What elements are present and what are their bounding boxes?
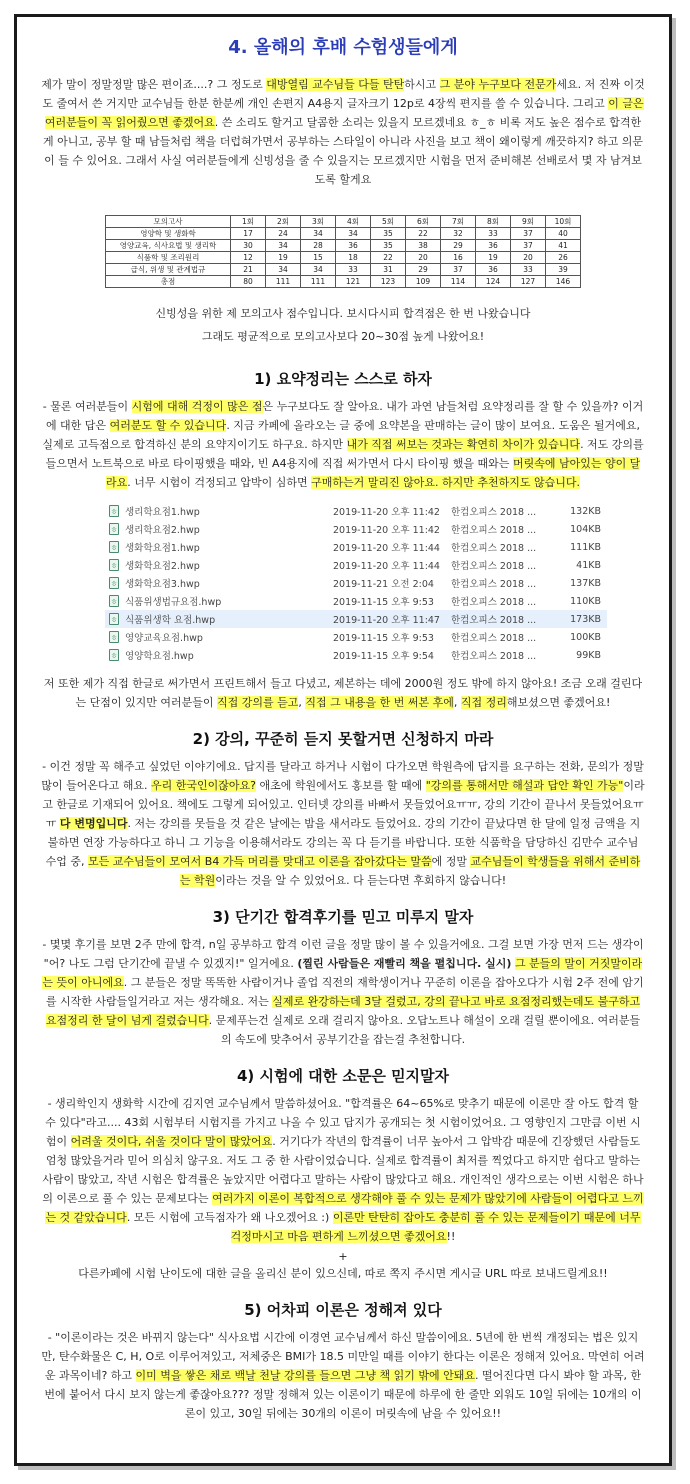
file-type: 한컴오피스 2018 ... xyxy=(451,633,537,644)
paragraph-text: , xyxy=(298,696,306,709)
highlighted-text: 모든 교수님들이 모여서 B4 가득 머리를 맞대고 이론을 잡아갔다는 말씀 xyxy=(88,855,432,868)
table-cell: 12 xyxy=(231,252,266,264)
table-cell: 114 xyxy=(441,276,476,288)
file-row[interactable] xyxy=(105,574,607,592)
table-cell: 127 xyxy=(511,276,546,288)
section-1-closing xyxy=(41,674,645,712)
paragraph-text: (찔린 사람들은 재빨리 책을 펼칩니다. 실시) xyxy=(297,957,512,970)
score-table xyxy=(105,215,581,288)
file-name: 생리학요점1.hwp xyxy=(125,507,200,518)
highlighted-text: 우리 한국인이잖아요? xyxy=(151,779,256,792)
highlighted-text: 이 글은 여러분들이 꼭 읽어줬으면 좋겠어요 xyxy=(44,97,644,129)
highlighted-text: 실제로 완강하는데 3달 걸렸고, 강의 끝나고 바로 요점정리했는데도 불구하고 요점정리 한 달이 넘게 걸렸습니다 xyxy=(45,995,641,1027)
highlighted-text: 여러분도 할 수 있습니다 xyxy=(109,419,227,432)
section-2-paragraph xyxy=(41,757,645,890)
paragraph-text: - 이건 정말 꼭 해주고 싶었던 이야기에요. 답지를 달라고 하거나 시험이 다가오면 학원측에 답지를 요구하는 전화, 문의가 정말 많이 들어온다고 해요. xyxy=(41,760,644,792)
score-caption-2: 그래도 평균적으로 모의고사보다 20~30점 높게 나왔어요! xyxy=(201,330,485,343)
table-header-cell: 9회 xyxy=(511,216,546,228)
file-date: 2019-11-20 오후 11:44 xyxy=(333,543,440,554)
table-cell: 영양교육, 식사요법 및 생리학 xyxy=(106,240,231,252)
table-cell: 111 xyxy=(266,276,301,288)
file-size: 110KB xyxy=(570,595,601,607)
highlighted-text: 직접 강의를 듣고 xyxy=(217,696,299,709)
file-type: 한컴오피스 2018 ... xyxy=(451,507,537,518)
highlighted-text: 시험에 대해 걱정이 많은 점 xyxy=(131,400,263,413)
file-date: 2019-11-20 오후 11:44 xyxy=(333,561,440,572)
table-cell: 35 xyxy=(371,228,406,240)
table-header-cell: 3회 xyxy=(301,216,336,228)
table-cell: 35 xyxy=(371,240,406,252)
table-cell: 20 xyxy=(511,252,546,264)
file-row[interactable] xyxy=(105,610,607,628)
table-cell: 37 xyxy=(441,264,476,276)
table-cell: 26 xyxy=(546,252,581,264)
paragraph-text: 해보셨으면 좋겠어요! xyxy=(506,696,611,709)
highlighted-text: 그 분야 누구보다 전문가 xyxy=(439,78,557,91)
file-type: 한컴오피스 2018 ... xyxy=(451,561,537,572)
table-cell: 34 xyxy=(301,264,336,276)
file-date: 2019-11-20 오후 11:42 xyxy=(333,525,440,536)
table-cell: 18 xyxy=(336,252,371,264)
table-cell: 39 xyxy=(546,264,581,276)
paragraph-text: . 떨어진다면 다시 봐야 할 과목, 한 번에 붙어서 다시 보지 않는게 좋잖아요??? 정말 정해져 있는 이론이기 때문에 하루에 한 줄만 외워도 10일 뒤에는 10개의 이론이 있고, 30일 뒤에는 30개의 이론이 머릿속에 남을 수 있어요!! xyxy=(44,1369,642,1420)
paragraph-text: 이라는 것을 알 수 있었어요. 다 듣는다면 후회하지 않습니다! xyxy=(215,874,507,887)
table-cell: 34 xyxy=(301,228,336,240)
file-type: 한컴오피스 2018 ... xyxy=(451,543,537,554)
table-cell: 121 xyxy=(336,276,371,288)
table-cell: 36 xyxy=(476,240,511,252)
highlighted-text: "강의를 통해서만 해설과 답안 확인 가능" xyxy=(425,779,624,792)
file-size: 173KB xyxy=(570,613,601,625)
table-cell: 37 xyxy=(511,240,546,252)
paragraph-text: . 거기다가 작년의 합격률이 너무 높아서 그 압박감 때문에 긴장했던 사람들도 엄청 많았을거라 믿어 의심치 않구요. 저도 그 중 한 사람이었습니다. 실제로 합격률이 최저를 찍었다고 하지만 쉽다고 말하는 사람이 많았고, 작년 시험은 합격률은 높았지만 어렵다고 말하는 사람이 많았다고 해요. 개인적인 생각으로는 이번 시험은 하나의 이론으로 풀 수 있는 문제보다는 xyxy=(42,1135,644,1205)
highlighted-text: 대방열림 교수님들 다들 탄탄 xyxy=(266,78,405,91)
table-cell: 109 xyxy=(406,276,441,288)
table-row xyxy=(106,228,581,240)
file-row[interactable] xyxy=(105,592,607,610)
section-4-heading: 4) 시험에 대한 소문은 믿지말자 xyxy=(236,1067,450,1085)
paragraph-text: . 그 분들은 정말 똑똑한 사람이거나 졸업 직전의 재학생이거나 꾸준히 이론을 잡아오다가 시험 2주 전에 암기를 시작한 사람들일거라고 저는 생각해요. 저는 xyxy=(45,976,644,1008)
highlighted-text: 그 분들의 말이 거짓말이라는 뜻이 아니에요 xyxy=(42,957,643,989)
table-cell: 40 xyxy=(546,228,581,240)
section-5-heading: 5) 어차피 이론은 정해져 있다 xyxy=(244,1301,442,1319)
paragraph-text: . 모든 시험에 고득점자가 왜 나오겠어요 :) xyxy=(126,1211,333,1224)
paragraph-text: . 문제푸는건 실제로 오래 걸리지 않아요. 오답노트나 해설이 오래 걸릴 뿐이에요. 여러분들의 속도에 맞추어서 공부기간을 잡는걸 추천합니다. xyxy=(208,1014,641,1046)
table-cell: 16 xyxy=(441,252,476,264)
paragraph-text: 에 정말 xyxy=(431,855,471,868)
table-cell: 식품학 및 조리원리 xyxy=(106,252,231,264)
table-header-cell: 10회 xyxy=(546,216,581,228)
file-name: 생리학요점2.hwp xyxy=(125,525,200,536)
highlighted-text: 직접 그 내용을 한 번 써본 후에 xyxy=(305,696,454,709)
file-row[interactable] xyxy=(105,556,607,574)
table-cell: 41 xyxy=(546,240,581,252)
paragraph-text: 세요. 저 진짜 이것도 줄여서 쓴 거지만 교수님들 한분 한분께 개인 손편지 A4용지 글자크기 12p로 4장씩 편지를 쓸 수 있습니다. 그리고 xyxy=(42,78,645,110)
section-3-heading: 3) 단기간 합격후기를 믿고 미루지 말자 xyxy=(212,908,474,926)
section-1-heading: 1) 요약정리는 스스로 하자 xyxy=(254,370,432,388)
table-header-row xyxy=(106,216,581,228)
table-cell: 34 xyxy=(266,240,301,252)
intro-paragraph xyxy=(41,75,645,189)
paragraph-text: - 몇몇 후기를 보면 2주 만에 합격, n일 공부하고 합격 이런 글을 정말 많이 볼 수 있을거에요. 그걸 보면 가장 먼저 드는 생각이 "어? 나도 그럼 단기간에 끝낼 수 있겠지!" 일거에요. xyxy=(42,938,644,970)
article-body xyxy=(17,17,669,1423)
file-size: 137KB xyxy=(570,577,601,589)
table-cell: 15 xyxy=(301,252,336,264)
table-header-cell: 2회 xyxy=(266,216,301,228)
file-date: 2019-11-21 오전 2:04 xyxy=(333,579,434,590)
table-cell: 22 xyxy=(371,252,406,264)
file-name: 생화학요점1.hwp xyxy=(125,543,200,554)
table-cell: 36 xyxy=(476,264,511,276)
table-cell: 21 xyxy=(231,264,266,276)
file-row[interactable] xyxy=(105,646,607,664)
paragraph-text: . 너무 시험이 걱정되고 압박이 심하면 xyxy=(127,476,312,489)
paragraph-text: 이라고 한글로 기재되어 있어요. 책에도 그렇게 되어있고. 인터넷 강의를 바빠서 못들었어요ㅠㅠ, 강의 기간이 끝나서 못들었어요ㅠㅠ xyxy=(42,779,645,830)
table-header-cell: 6회 xyxy=(406,216,441,228)
file-row[interactable] xyxy=(105,538,607,556)
score-caption-1: 신빙성을 위한 제 모의고사 점수입니다. 보시다시피 합격점은 한 번 나왔습니다 xyxy=(155,307,531,320)
table-row xyxy=(106,240,581,252)
table-cell: 80 xyxy=(231,276,266,288)
file-size: 99KB xyxy=(576,649,601,661)
paragraph-text: 은 누구보다도 잘 알아요. 내가 과연 남들처럼 요약정리를 잘 할 수 있을까? 이거에 대한 답은 xyxy=(45,400,644,432)
paragraph-text: , xyxy=(453,696,461,709)
table-cell: 33 xyxy=(511,264,546,276)
table-cell: 17 xyxy=(231,228,266,240)
table-cell: 32 xyxy=(441,228,476,240)
article-frame xyxy=(14,14,672,1466)
file-date: 2019-11-15 오후 9:53 xyxy=(333,597,434,608)
table-cell: 급식, 위생 및 관계법규 xyxy=(106,264,231,276)
hwp-file-icon: ㅎ xyxy=(109,559,119,571)
table-cell: 34 xyxy=(266,264,301,276)
highlighted-text: 구매하는거 말리진 않아요. 하지만 추천하지도 않습니다. xyxy=(311,476,580,489)
section-5-paragraph xyxy=(41,1328,645,1423)
file-size: 41KB xyxy=(576,559,601,571)
hwp-file-icon: ㅎ xyxy=(109,523,119,535)
hwp-file-icon: ㅎ xyxy=(109,505,119,517)
highlighted-text: 교수님들이 학생들을 위해서 준비하는 학원 xyxy=(179,855,641,887)
file-type: 한컴오피스 2018 ... xyxy=(451,651,537,662)
table-cell: 29 xyxy=(441,240,476,252)
paragraph-text: 애초에 학원에서도 홍보를 할 때에 xyxy=(255,779,426,792)
file-type: 한컴오피스 2018 ... xyxy=(451,597,537,608)
paragraph-text: - 물론 여러분들이 xyxy=(42,400,132,413)
highlighted-text: 다 변명입니다 xyxy=(59,817,128,830)
table-cell: 38 xyxy=(406,240,441,252)
highlighted-text: 머릿속에 남아있는 양이 달라요 xyxy=(105,457,641,489)
table-header-cell: 모의고사 xyxy=(106,216,231,228)
highlighted-text: 직접 정리 xyxy=(460,696,507,709)
file-name: 영양교육요점.hwp xyxy=(125,633,203,644)
section-2-heading: 2) 강의, 꾸준히 듣지 못할거면 신청하지 마라 xyxy=(192,730,494,748)
file-row[interactable] xyxy=(105,520,607,538)
table-cell: 28 xyxy=(301,240,336,252)
table-cell: 36 xyxy=(336,240,371,252)
hwp-file-icon: ㅎ xyxy=(109,649,119,661)
section-4-note: 다른카페에 시험 난이도에 대한 글을 올리신 분이 있으신데, 따로 쪽지 주시면 게시글 URL 따로 보내드릴게요!! xyxy=(78,1267,608,1280)
file-name: 식품위생학 요점.hwp xyxy=(125,615,216,626)
file-date: 2019-11-20 오후 11:42 xyxy=(333,507,440,518)
highlighted-text: 이론만 탄탄히 잡아도 충분히 풀 수 있는 문제들이기 때문에 너무 걱정마시고 마음 편하게 느끼셨으면 좋겠어요 xyxy=(230,1211,641,1243)
table-cell: 24 xyxy=(266,228,301,240)
file-name: 생화학요점3.hwp xyxy=(125,579,200,590)
table-cell: 33 xyxy=(476,228,511,240)
table-cell: 37 xyxy=(511,228,546,240)
file-size: 111KB xyxy=(570,541,601,553)
table-cell: 영양학 및 생화학 xyxy=(106,228,231,240)
section-4-paragraph xyxy=(41,1094,645,1246)
paragraph-text: . 저는 강의를 못들을 것 같은 날에는 밤을 새서라도 들었어요. 강의 기간이 끝났다면 한 달에 일정 금액을 지불하면 연장 가능하다고 하니 그 기능을 이용해서라도 강의는 꼭 다 듣기를 바랍니다. 또한 식품학을 담당하신 김만수 교수님 수업 중, xyxy=(45,817,641,868)
highlighted-text: 이미 벽을 쌓은 채로 백날 천날 강의를 들으면 그냥 책 읽기 밖에 안돼요 xyxy=(135,1369,476,1382)
table-row xyxy=(106,264,581,276)
file-name: 식품위생법규요점.hwp xyxy=(125,597,222,608)
table-cell: 34 xyxy=(336,228,371,240)
file-size: 104KB xyxy=(570,523,601,535)
table-cell: 19 xyxy=(266,252,301,264)
table-cell: 총점 xyxy=(106,276,231,288)
section-4-plus: + xyxy=(338,1250,348,1263)
table-cell: 111 xyxy=(301,276,336,288)
file-list xyxy=(105,502,645,664)
file-name: 영양학요점.hwp xyxy=(125,651,194,662)
file-date: 2019-11-15 오후 9:54 xyxy=(333,651,434,662)
file-type: 한컴오피스 2018 ... xyxy=(451,525,537,536)
file-type: 한컴오피스 2018 ... xyxy=(451,615,537,626)
table-cell: 29 xyxy=(406,264,441,276)
table-header-cell: 8회 xyxy=(476,216,511,228)
table-cell: 31 xyxy=(371,264,406,276)
table-cell: 19 xyxy=(476,252,511,264)
paragraph-text: . 저도 강의를 들으면서 노트북으로 바로 타이핑했을 때와, 빈 A4용지에 직접 써가면서 다시 타이핑 했을 때와는 xyxy=(45,438,644,470)
table-cell: 124 xyxy=(476,276,511,288)
file-date: 2019-11-20 오후 11:47 xyxy=(333,615,440,626)
hwp-file-icon: ㅎ xyxy=(109,595,119,607)
paragraph-text: !! xyxy=(446,1230,456,1243)
highlighted-text: 여러가지 이론이 복합적으로 생각해야 풀 수 있는 문제가 많았기에 사람들이 어렵다고 느끼는 것 같았습니다 xyxy=(45,1192,644,1224)
hwp-file-icon: ㅎ xyxy=(109,541,119,553)
highlighted-text: 내가 직접 써보는 것과는 확연히 차이가 있습니다 xyxy=(346,438,581,451)
section-3-paragraph xyxy=(41,935,645,1049)
file-row[interactable] xyxy=(105,628,607,646)
hwp-file-icon: ㅎ xyxy=(109,631,119,643)
table-cell: 146 xyxy=(546,276,581,288)
table-header-cell: 5회 xyxy=(371,216,406,228)
section-1-paragraph xyxy=(41,397,645,492)
paragraph-text: - 생리학인지 생화학 시간에 김지연 교수님께서 말씀하셨어요. "합격률은 64~65%로 맞추기 때문에 이론만 잘 아도 합격 할 수 있다"라고.... 43회 시험부터 시험지를 가지고 나올 수 있고 답지가 공개되는 첫 시험이었어요. 그 영향인지 그만큼 이번 시험이 xyxy=(45,1097,641,1148)
table-row xyxy=(106,276,581,288)
table-cell: 30 xyxy=(231,240,266,252)
paragraph-text: 제가 말이 정말정말 많은 편이죠....? 그 정도로 xyxy=(41,78,267,91)
table-header-cell: 7회 xyxy=(441,216,476,228)
paragraph-text: - "이론이라는 것은 바뀌지 않는다" 식사요법 시간에 이경연 교수님께서 하신 말씀이에요. 5년에 한 번씩 개정되는 법은 있지만, 탄수화물은 C, H, O로 이루어져있고, 저체중은 BMI가 18.5 미만일 때를 이야기 한다는 이론은 정해져 있어요. 막연히 어려운 과목이네? 하고 xyxy=(41,1331,645,1382)
paragraph-text: 하시고 xyxy=(404,78,440,91)
paragraph-text: 저 또한 제가 직접 한글로 써가면서 프린트해서 들고 다녔고, 제본하는 데에 2000원 정도 밖에 하지 않아요! 조금 오래 걸린다는 단점이 있지만 여러분들이 xyxy=(43,677,643,709)
file-size: 100KB xyxy=(570,631,601,643)
table-cell: 123 xyxy=(371,276,406,288)
table-cell: 33 xyxy=(336,264,371,276)
table-header-cell: 4회 xyxy=(336,216,371,228)
hwp-file-icon: ㅎ xyxy=(109,613,119,625)
table-row xyxy=(106,252,581,264)
page-title: 4. 올해의 후배 수험생들에게 xyxy=(228,37,458,58)
file-name: 생화학요점2.hwp xyxy=(125,561,200,572)
highlighted-text: 어려울 것이다, 쉬울 것이다 말이 많았어요 xyxy=(70,1135,273,1148)
file-date: 2019-11-15 오후 9:53 xyxy=(333,633,434,644)
file-row[interactable] xyxy=(105,502,607,520)
table-cell: 20 xyxy=(406,252,441,264)
table-cell: 22 xyxy=(406,228,441,240)
hwp-file-icon: ㅎ xyxy=(109,577,119,589)
table-header-cell: 1회 xyxy=(231,216,266,228)
file-type: 한컴오피스 2018 ... xyxy=(451,579,537,590)
paragraph-text: . 쓴 소리도 할거고 달콤한 소리는 있을지 모르겠네요 ㅎ_ㅎ 비록 저도 높은 점수로 합격한게 아니고, 공부 할 때 남들처럼 책을 더럽혀가면서 공부하는 스타일이 아니라 사진을 보고 책이 왜이렇게 깨끗하지? 하고 의문이 들 수 있어요. 그래서 사실 여러분들에게 신빙성을 줄 수 있을지는 모르겠지만 시험을 먼저 준비해본 선배로서 몇 자 남겨보도록 할게요 xyxy=(42,116,644,186)
paragraph-text: . 지금 카페에 올라오는 글 중에 요약본을 판매하는 글이 많이 보여요. 도움은 될거에요, 실제로 고득점으로 합격하신 분의 요약지이기도 하구요. 하지만 xyxy=(42,419,641,451)
file-size: 132KB xyxy=(570,505,601,517)
